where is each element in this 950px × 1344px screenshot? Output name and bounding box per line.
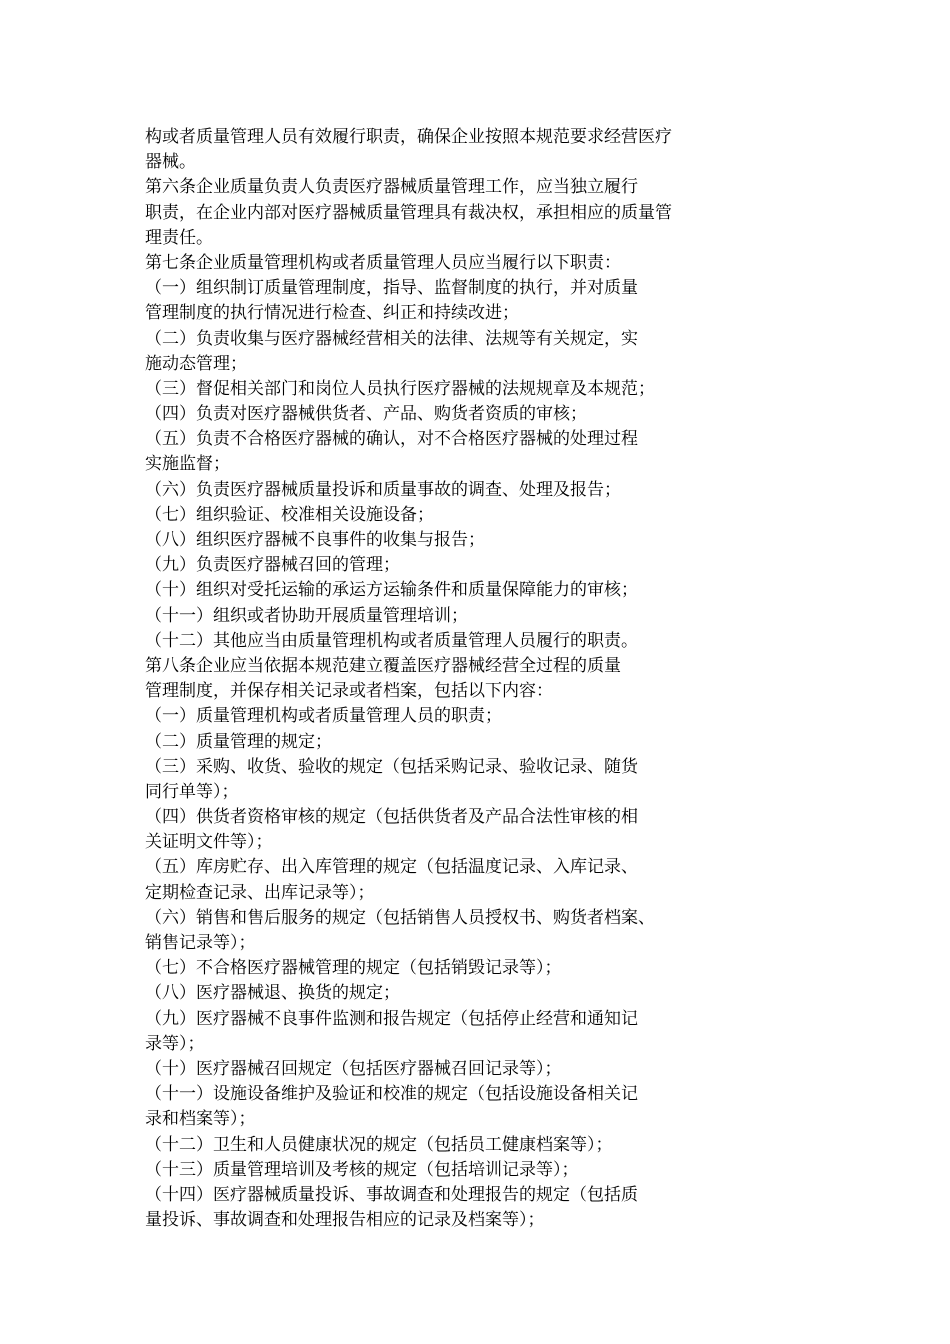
text-line: （六）负责医疗器械质量投诉和质量事故的调查、处理及报告； (145, 479, 621, 500)
text-line: 器械。 (145, 152, 196, 173)
text-line: 管理制度的执行情况进行检查、纠正和持续改进； (145, 303, 519, 324)
text-line: （十）组织对受托运输的承运方运输条件和质量保障能力的审核； (145, 580, 638, 601)
text-line: （十四）医疗器械质量投诉、事故调查和处理报告的规定（包括质 (145, 1184, 638, 1205)
text-line: （九）医疗器械不良事件监测和报告规定（包括停止经营和通知记 (145, 1008, 638, 1029)
text-line: 第八条企业应当依据本规范建立覆盖医疗器械经营全过程的质量 (145, 655, 621, 676)
text-line: （七）组织验证、校准相关设施设备； (145, 504, 434, 525)
text-line: 施动态管理； (145, 353, 247, 374)
text-line: （十二）其他应当由质量管理机构或者质量管理人员履行的职责。 (145, 630, 638, 651)
text-line: （三）采购、收货、验收的规定（包括采购记录、验收记录、随货 (145, 756, 638, 777)
text-line: （十三）质量管理培训及考核的规定（包括培训记录等）； (145, 1159, 579, 1180)
text-line: （五）库房贮存、出入库管理的规定（包括温度记录、入库记录、 (145, 857, 638, 878)
text-line: 录等）； (145, 1033, 205, 1054)
text-line: 录和档案等）； (145, 1109, 256, 1130)
text-line: 同行单等）； (145, 781, 239, 802)
text-line: （八）组织医疗器械不良事件的收集与报告； (145, 530, 485, 550)
text-line: 职责，在企业内部对医疗器械质量管理具有裁决权，承担相应的质量管 (145, 202, 672, 223)
text-line: 构或者质量管理人员有效履行职责，确保企业按照本规范要求经营医疗 (145, 127, 672, 147)
text-line: （十二）卫生和人员健康状况的规定（包括员工健康档案等）； (145, 1134, 613, 1155)
text-line: （九）负责医疗器械召回的管理； (145, 555, 400, 576)
text-line: （四）负责对医疗器械供货者、产品、购货者资质的审核； (145, 404, 587, 425)
text-line: 定期检查记录、出库记录等）； (145, 882, 375, 903)
text-line: （二）负责收集与医疗器械经营相关的法律、法规等有关规定，实 (145, 328, 638, 349)
text-line: （十一）组织或者协助开展质量管理培训； (145, 605, 468, 626)
text-line: （一）组织制订质量管理制度，指导、监督制度的执行，并对质量 (145, 278, 638, 299)
text-line: （三）督促相关部门和岗位人员执行医疗器械的法规规章及本规范； (145, 378, 655, 399)
text-line: （二）质量管理的规定； (145, 731, 332, 752)
text-line: 理责任。 (145, 227, 213, 248)
text-line: （五）负责不合格医疗器械的确认，对不合格医疗器械的处理过程 (145, 429, 638, 450)
text-line: （一）质量管理机构或者质量管理人员的职责； (145, 706, 502, 727)
text-line: （十一）设施设备维护及验证和校准的规定（包括设施设备相关记 (145, 1084, 638, 1105)
text-line: 关证明文件等）； (145, 832, 273, 853)
text-line: （七）不合格医疗器械管理的规定（包括销毁记录等）； (145, 958, 562, 979)
text-line: 管理制度，并保存相关记录或者档案，包括以下内容： (145, 681, 553, 702)
text-line: 销售记录等）； (145, 933, 256, 953)
text-line: 量投诉、事故调查和处理报告相应的记录及档案等）； (145, 1210, 545, 1231)
text-line: 第七条企业质量管理机构或者质量管理人员应当履行以下职责： (145, 252, 621, 273)
text-line: 第六条企业质量负责人负责医疗器械质量管理工作，应当独立履行 (145, 177, 638, 198)
text-line: （十）医疗器械召回规定（包括医疗器械召回记录等）； (145, 1058, 562, 1079)
text-line: 实施监督； (145, 454, 230, 475)
document-body (145, 125, 765, 1233)
text-line: （八）医疗器械退、换货的规定； (145, 983, 400, 1004)
text-line: （四）供货者资格审核的规定（包括供货者及产品合法性审核的相 (145, 807, 638, 828)
text-line: （六）销售和售后服务的规定（包括销售人员授权书、购货者档案、 (145, 907, 655, 928)
